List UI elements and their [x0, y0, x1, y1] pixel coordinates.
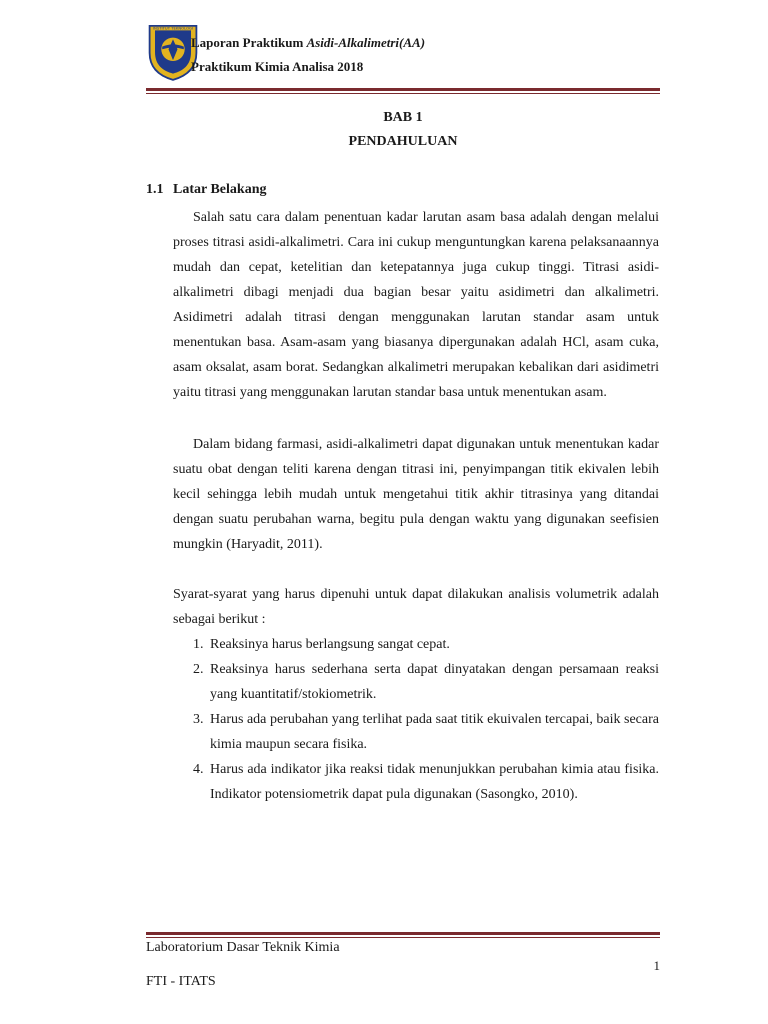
header-rule-thick — [146, 88, 660, 91]
chapter-number: BAB 1 — [383, 110, 423, 125]
footer-lab-name: Laboratorium Dasar Teknik Kimia — [146, 940, 340, 955]
paragraph-intro: Salah satu cara dalam penentuan kadar larutan asam basa adalah dengan melalui proses titrasi asidi-alkalimetri. Cara ini cukup menguntungkan karena pelaksanaannya mudah dan cepat, ketelitian dan ketepatannya juga cukup tinggi. Titrasi asidi-alkalimetri dibagi menjadi dua bagian besar yaitu asidimetri dan alkalimetri. Asidimetri adalah titrasi dengan menggunakan larutan standar asam untuk menentukan basa. Asam-asam yang biasanya dipergunakan adalah HCl, asam cuka, asam oksalat, asam borat. Sedangkan alkalimetri merupakan kebalikan dari asidimetri yaitu titrasi yang menggunakan larutan standar basa untuk menentukan asam. — [173, 210, 659, 400]
report-title: Laporan Praktikum Asidi-Alkalimetri(AA) — [191, 35, 426, 50]
section-heading — [146, 182, 266, 198]
practicum-title: Praktikum Kimia Analisa 2018 — [191, 59, 364, 74]
section-number: 1.1 — [146, 182, 164, 197]
list-item: 1. Reaksinya harus berlangsung sangat cepat. — [193, 637, 450, 652]
paragraph-pharmacy: Dalam bidang farmasi, asidi-alkalimetri dapat digunakan untuk menentukan kadar suatu obat dengan teliti karena dengan titrasi ini, penyimpangan titik ekivalen lebih kecil sehingga lebih mudah untuk mengetahui titik akhir titrasinya yang ditandai dengan suatu perubahan warna, begitu pula dengan waktu yang digunakan seefisien mungkin (Haryadit, 2011). — [173, 437, 659, 552]
section-title: Latar Belakang — [173, 182, 267, 197]
page-header — [146, 22, 660, 94]
chapter-title: PENDAHULUAN — [348, 134, 458, 149]
list-item: 4. Harus ada indikator jika reaksi tidak menunjukkan perubahan kimia atau fisika. Indikator potensiometrik dapat pula digunakan (Sasongko, 2010). — [193, 762, 659, 802]
header-rule-thin — [146, 93, 660, 94]
footer-rule-thin — [146, 937, 660, 938]
paragraph-requirements-intro: Syarat-syarat yang harus dipenuhi untuk dapat dilakukan analisis volumetrik adalah sebagai berikut : — [173, 587, 659, 627]
footer-faculty: FTI - ITATS — [146, 974, 216, 989]
list-item: 3. Harus ada perubahan yang terlihat pada saat titik ekuivalen tercapai, baik secara kimia maupun secara fisika. — [193, 712, 659, 752]
footer-rule-thick — [146, 932, 660, 935]
svg-text:INSTITUT TEKNOLOGI: INSTITUT TEKNOLOGI — [152, 26, 194, 31]
list-item: 2. Reaksinya harus sederhana serta dapat dinyatakan dengan persamaan reaksi yang kuantitatif/stokiometrik. — [193, 662, 659, 702]
page-number: 1 — [653, 958, 660, 973]
requirements-list — [173, 632, 659, 807]
